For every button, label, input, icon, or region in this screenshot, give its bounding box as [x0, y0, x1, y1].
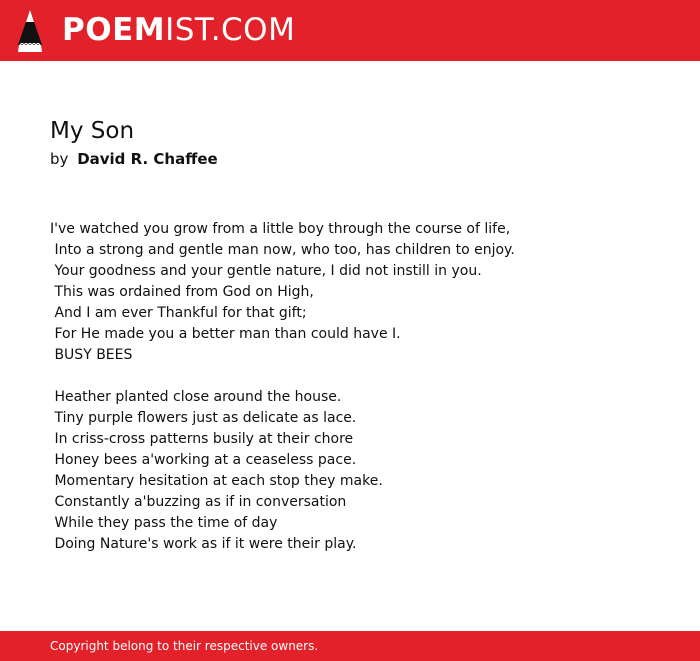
poem-line: In criss-cross patterns busily at their chore [50, 431, 354, 447]
poem-body [50, 219, 670, 555]
byline [50, 149, 218, 169]
poem-line: Constantly a'buzzing as if in conversation [50, 494, 347, 510]
poem-title: My Son [50, 118, 135, 144]
logo-text-light: IST.COM [165, 12, 296, 48]
poem-line: Momentary hesitation at each stop they make. [50, 473, 383, 489]
site-footer [0, 631, 700, 661]
poem-line: Your goodness and your gentle nature, I did not instill in you. [50, 263, 482, 279]
author-name: David R. Chaffee [77, 150, 218, 168]
poem-line: Heather planted close around the house. [50, 389, 342, 405]
copyright-text: Copyright belong to their respective owners. [50, 639, 319, 653]
poem-line: This was ordained from God on High, [50, 284, 314, 300]
by-label: by [50, 150, 69, 168]
poem-line: While they pass the time of day [50, 515, 278, 531]
poem-line: Into a strong and gentle man now, who too, has children to enjoy. [50, 242, 515, 258]
logo-text-bold: POEM [62, 12, 166, 48]
poem-line: I've watched you grow from a little boy through the course of life, [50, 221, 511, 237]
poem-line: Honey bees a'working at a ceaseless pace. [50, 452, 357, 468]
poem-line: And I am ever Thankful for that gift; [50, 305, 307, 321]
pencil-icon[interactable] [17, 9, 43, 53]
poem-line: For He made you a better man than could have I. [50, 326, 401, 342]
site-header [0, 0, 700, 61]
poem-line [50, 366, 670, 387]
site-logo[interactable] [62, 12, 295, 48]
poem-line: Doing Nature's work as if it were their play. [50, 536, 357, 552]
poem-line: BUSY BEES [50, 347, 133, 363]
poem-line: Tiny purple flowers just as delicate as lace. [50, 410, 357, 426]
